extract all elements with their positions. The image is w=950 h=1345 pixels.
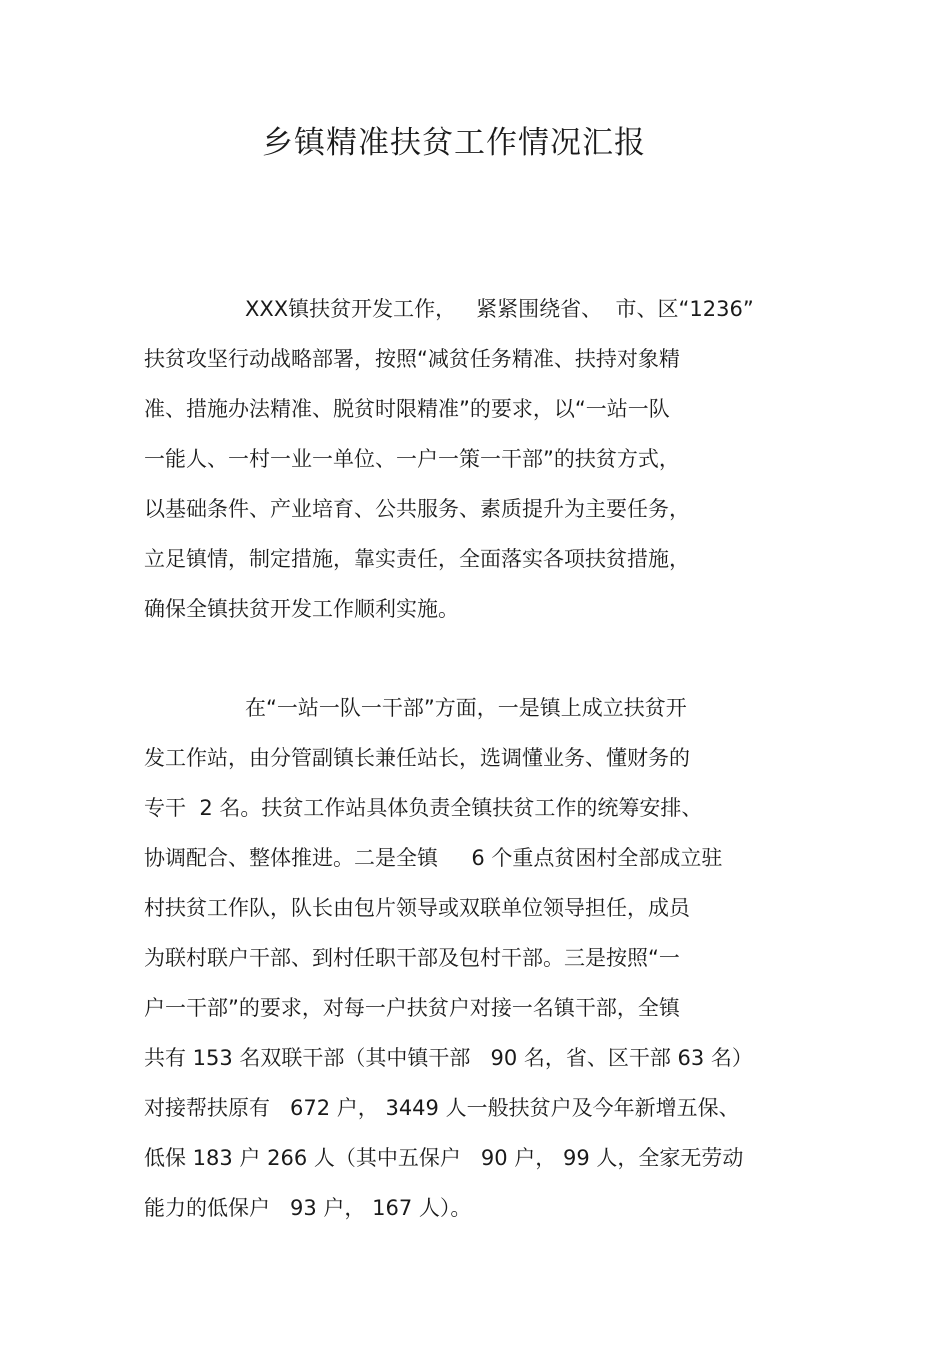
paragraph-line: 扶贫攻坚行动战略部署，按照“减贫任务精准、扶持对象精: [144, 347, 680, 371]
paragraph-line: 确保全镇扶贫开发工作顺利实施。: [144, 597, 459, 621]
paragraph-line: 为联村联户干部、到村任职干部及包村干部。三是按照“一: [144, 946, 680, 970]
paragraph-line: 专干 2 名。扶贫工作站具体负责全镇扶贫工作的统筹安排、: [144, 796, 703, 820]
paragraph-line: 在“一站一队一干部”方面，一是镇上成立扶贫开: [245, 696, 687, 720]
paragraph-line: 协调配合、整体推进。二是全镇 6 个重点贫困村全部成立驻: [144, 846, 723, 870]
paragraph-line: 共有 153 名双联干部（其中镇干部 90 名，省、区干部 63 名）: [144, 1046, 753, 1070]
paragraph-line: 对接帮扶原有 672 户， 3449 人一般扶贫户及今年新增五保、: [144, 1096, 740, 1120]
paragraph-line: 准、措施办法精准、脱贫时限精准”的要求，以“一站一队: [144, 397, 670, 421]
paragraph-line: XXX镇扶贫开发工作， 紧紧围绕省、 市、区“1236”: [245, 297, 754, 321]
paragraph-line: 村扶贫工作队，队长由包片领导或双联单位领导担任，成员: [144, 896, 690, 920]
paragraph-line: 低保 183 户 266 人（其中五保户 90 户， 99 人，全家无劳动: [144, 1146, 744, 1170]
paragraph-line: 一能人、一村一业一单位、一户一策一干部”的扶贫方式，: [144, 447, 680, 471]
paragraph-line: 立足镇情，制定措施，靠实责任，全面落实各项扶贫措施，: [144, 547, 690, 571]
paragraph-line: 发工作站，由分管副镇长兼任站长，选调懂业务、懂财务的: [144, 746, 690, 770]
document-title: 乡镇精准扶贫工作情况汇报: [262, 125, 646, 161]
paragraph-2: [144, 683, 824, 1233]
paragraph-1: [144, 284, 824, 634]
paragraph-line: 以基础条件、产业培育、公共服务、素质提升为主要任务，: [144, 497, 690, 521]
paragraph-line: 能力的低保户 93 户， 167 人）。: [144, 1196, 472, 1220]
paragraph-line: 户一干部”的要求，对每一户扶贫户对接一名镇干部，全镇: [144, 996, 680, 1020]
